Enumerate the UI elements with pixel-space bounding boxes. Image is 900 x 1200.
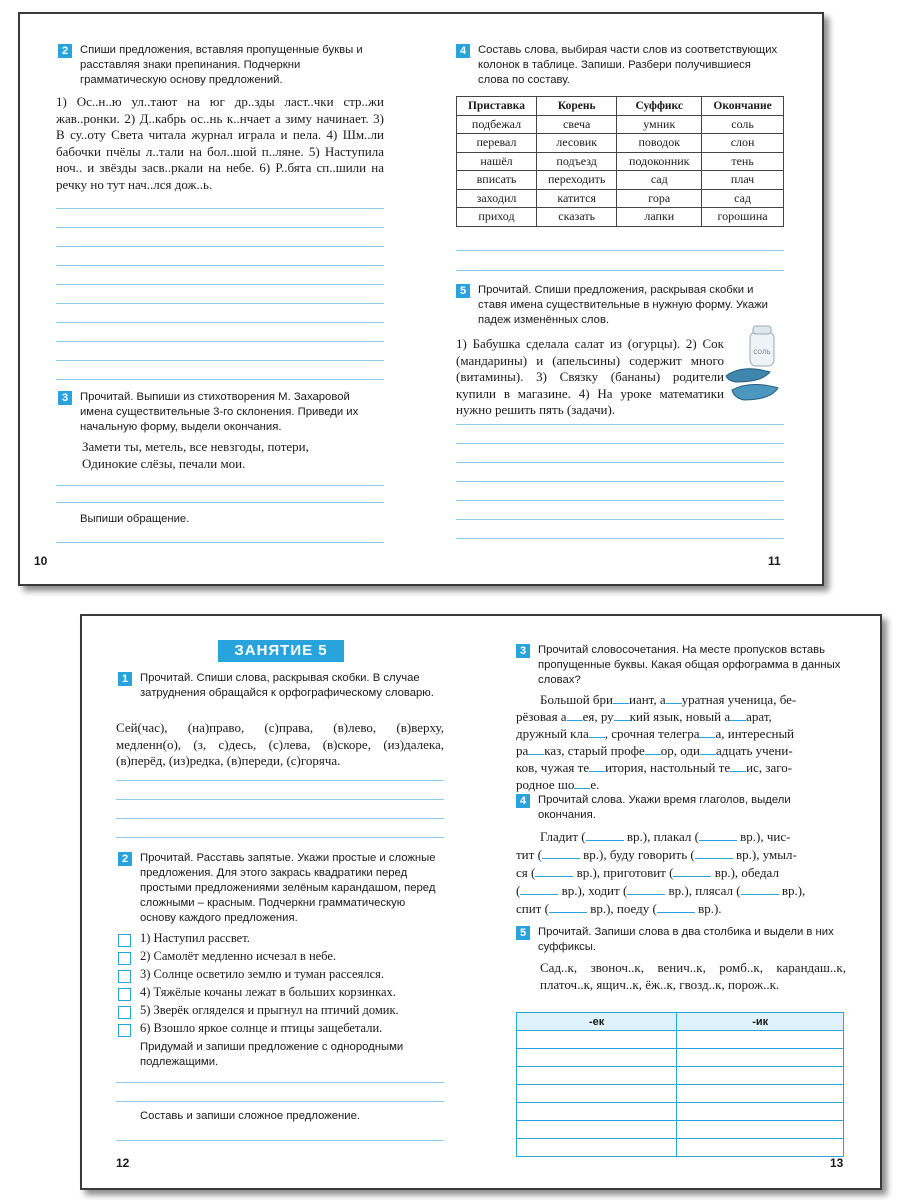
p11-task5-number: 5	[456, 284, 470, 298]
writing-line	[456, 500, 784, 501]
sentence-checkbox[interactable]	[118, 952, 131, 965]
letter-gap	[645, 744, 661, 755]
table-cell[interactable]	[677, 1103, 844, 1121]
table-row	[457, 189, 784, 208]
letter-gap	[700, 744, 716, 755]
table-row	[517, 1067, 844, 1085]
table-cell: подъезд	[536, 152, 616, 171]
answer-gap[interactable]	[673, 866, 711, 877]
table-cell[interactable]	[677, 1049, 844, 1067]
table-cell: лапки	[617, 208, 702, 227]
letter-gap	[574, 778, 590, 789]
letter-gap	[730, 761, 746, 772]
letter-gap	[613, 693, 629, 704]
writing-line	[116, 780, 444, 781]
table-cell: гора	[617, 189, 702, 208]
writing-line	[456, 481, 784, 482]
answer-gap[interactable]	[586, 830, 624, 841]
table-row	[517, 1139, 844, 1157]
answer-gap[interactable]	[520, 884, 558, 895]
table-cell: сад	[617, 171, 702, 190]
writing-line	[56, 322, 384, 323]
table-cell: лесовик	[536, 134, 616, 153]
table-row	[517, 1121, 844, 1139]
sentence-item: 2) Самолёт медленно исчезал в небе.	[140, 949, 337, 963]
letter-gap	[614, 710, 630, 721]
p12-task1	[118, 672, 444, 699]
page-number-11: 11	[768, 554, 781, 568]
table-cell[interactable]	[517, 1139, 677, 1157]
table-cell: свеча	[536, 115, 616, 134]
p11-task4-instruction: Составь слова, выбирая части слов из соответствующих колонок в таблице. Запиши. Разбери получившиеся слова по составу.	[478, 44, 778, 86]
sentence-item: 6) Взошло яркое солнце и птицы защебетали.	[140, 1021, 383, 1035]
letter-gap	[567, 710, 583, 721]
writing-line	[116, 1101, 444, 1102]
p10-poem-line-1: Замети ты, метель, все невзгоды, потери,	[82, 439, 309, 454]
page-number-13: 13	[830, 1156, 844, 1170]
answer-gap[interactable]	[657, 902, 695, 913]
writing-line	[456, 443, 784, 444]
table-cell[interactable]	[517, 1049, 677, 1067]
writing-line	[56, 208, 384, 209]
sentence-checkbox[interactable]	[118, 934, 131, 947]
writing-line	[56, 227, 384, 228]
table-row	[517, 1031, 844, 1049]
table-cell: плач	[702, 171, 784, 190]
salt-and-cucumbers-illustration	[722, 324, 786, 408]
p13-task3-number: 3	[516, 644, 530, 658]
writing-line	[56, 341, 384, 342]
p10-task3-instruction: Прочитай. Выпиши из стихотворения М. Захаровой имена существительные 3-го склонения. Приведи их начальную форму, выдели окончания.	[80, 391, 359, 433]
table-cell: соль	[702, 115, 784, 134]
p12-task1-body: Сей(час), (на)право, (с)права, (в)лево, (в)верху, медленн(о), (з, с)десь, (с)лева, (в)скоре, (из)далека, (в)перёд, (из)редка, (в)переди, (с)горяча.	[116, 720, 444, 768]
table-cell: слон	[702, 134, 784, 153]
p13-task3-line: Большой бри иант, а уратная ученица, бе-	[540, 692, 797, 707]
p13-task3	[516, 644, 844, 686]
letter-gap	[666, 693, 682, 704]
table-header: Корень	[536, 97, 616, 116]
table-cell: поводок	[617, 134, 702, 153]
writing-line	[56, 379, 384, 380]
writing-line	[116, 1082, 444, 1083]
sentence-checkbox[interactable]	[118, 970, 131, 983]
table-cell: переходить	[536, 171, 616, 190]
answer-gap[interactable]	[741, 884, 779, 895]
p13-task4-line: тит ( вр.), буду говорить ( вр.), умыл-	[516, 847, 797, 862]
salt-label: СОЛЬ	[753, 349, 771, 356]
page-number-12: 12	[116, 1156, 130, 1170]
p10-task2-number: 2	[58, 44, 72, 58]
writing-line	[456, 462, 784, 463]
p12-task2	[118, 852, 444, 924]
writing-line	[56, 502, 384, 503]
p12-task2-instruction: Прочитай. Расставь запятые. Укажи простые и сложные предложения. Для этого закрась квадратики перед простыми предложениями зелёным карандашом, перед сложными – красным. Подчеркни грамматическую основу каждого предложения.	[140, 852, 436, 924]
table-row	[517, 1049, 844, 1067]
sentence-item: 3) Солнце осветило землю и туман рассеялся.	[140, 967, 384, 981]
table-header: Суффикс	[617, 97, 702, 116]
letter-gap	[730, 710, 746, 721]
table-cell[interactable]	[677, 1031, 844, 1049]
table-cell[interactable]	[517, 1085, 677, 1103]
sentence-checkbox[interactable]	[118, 988, 131, 1001]
answer-gap[interactable]	[627, 884, 665, 895]
p10-task3-extra: Выпиши обращение.	[80, 513, 190, 525]
writing-line	[456, 270, 784, 271]
sentence-checkbox[interactable]	[118, 1024, 131, 1037]
p10-task2-body: 1) Ос..н..ю ул..тают на юг др..зды ласт..чки стр..жи жав..ронки. 2) Д..кабрь ос..нь к..нчает а зиму начинает. 3) В су..оту Света читала журнал играла и пела. 4) Шм..ли бабочки пчёлы л..тали на бол..шой п..ляне. 5) Наступила ноч.. и звёзды засв..ркали на небе. 6) Р..бята сп..шили на речку но тут нач..лся дож..ь.	[56, 94, 384, 192]
p10-task2-instruction: Спиши предложения, вставляя пропущенные буквы и расставляя знаки препинания. Подчеркни грамматическую основу предложений.	[80, 44, 363, 86]
writing-line	[456, 250, 784, 251]
table-row	[517, 1085, 844, 1103]
table-header: Окончание	[702, 97, 784, 116]
p13-task4-line: ся ( вр.), приготовит ( вр.), обедал	[516, 865, 779, 880]
p10-task3	[58, 391, 384, 433]
writing-line	[456, 519, 784, 520]
answer-gap[interactable]	[542, 848, 580, 859]
p11-task5	[456, 284, 786, 326]
table-cell[interactable]	[517, 1067, 677, 1085]
word-parts-table	[456, 96, 784, 227]
answer-gap[interactable]	[535, 866, 573, 877]
p13-task4	[516, 794, 844, 821]
p13-task4-number: 4	[516, 794, 530, 808]
writing-line	[456, 538, 784, 539]
table-cell: вписать	[457, 171, 537, 190]
page-number-10: 10	[34, 554, 48, 568]
table-cell: заходил	[457, 189, 537, 208]
writing-line	[56, 284, 384, 285]
writing-line	[116, 837, 444, 838]
table-row	[457, 115, 784, 134]
p13-task5	[516, 926, 844, 953]
table-cell[interactable]	[517, 1031, 677, 1049]
sentence-checkbox[interactable]	[118, 1006, 131, 1019]
p13-task3-line: дружный кла , срочная телегра а, интересный	[516, 726, 795, 741]
spread-pages-10-11	[18, 12, 824, 586]
writing-line	[56, 485, 384, 486]
sentence-item: 4) Тяжёлые кочаны лежат в больших корзинках.	[140, 985, 396, 999]
p13-task4-line: ( вр.), ходит ( вр.), плясал ( вр.),	[516, 883, 806, 898]
table-row	[457, 152, 784, 171]
p12-task1-number: 1	[118, 672, 132, 686]
answer-gap[interactable]	[695, 848, 733, 859]
writing-line	[56, 246, 384, 247]
p13-task3-line: родное шо е.	[516, 777, 600, 792]
letter-gap	[589, 761, 605, 772]
answer-gap[interactable]	[549, 902, 587, 913]
table-cell: катится	[536, 189, 616, 208]
table-cell: тень	[702, 152, 784, 171]
writing-line	[116, 818, 444, 819]
sentence-item: 1) Наступил рассвет.	[140, 931, 250, 945]
writing-line	[116, 799, 444, 800]
p13-task4-instruction: Прочитай слова. Укажи время глаголов, выдели окончания.	[538, 794, 791, 821]
p13-task4-line: спит ( вр.), поеду ( вр.).	[516, 901, 722, 916]
suffix-table	[516, 1012, 844, 1157]
spread-pages-12-13	[80, 614, 882, 1190]
table-cell[interactable]	[677, 1067, 844, 1085]
table-header: Приставка	[457, 97, 537, 116]
p10-task3-number: 3	[58, 391, 72, 405]
p13-task3-instruction: Прочитай словосочетания. На месте пропусков вставь пропущенные буквы. Какая общая орфограмма в данных словах?	[538, 644, 841, 686]
p11-task4-number: 4	[456, 44, 470, 58]
p13-task3-line: ков, чужая те итория, настольный те ис, заго-	[516, 760, 793, 775]
table-cell: умник	[617, 115, 702, 134]
table-row	[457, 134, 784, 153]
writing-line	[56, 265, 384, 266]
lesson-title: ЗАНЯТИЕ 5	[218, 640, 344, 662]
suffix-column-ik: -ик	[677, 1013, 844, 1031]
p13-task5-instruction: Прочитай. Запиши слова в два столбика и выдели в них суффиксы.	[538, 926, 834, 953]
sentence-item: 5) Зверёк огляделся и прыгнул на птичий домик.	[140, 1003, 399, 1017]
table-row	[457, 208, 784, 227]
writing-line	[56, 303, 384, 304]
table-cell[interactable]	[677, 1121, 844, 1139]
table-cell: горошина	[702, 208, 784, 227]
letter-gap	[528, 744, 544, 755]
p10-task2	[58, 44, 384, 86]
p12-task2-extra2: Составь и запиши сложное предложение.	[140, 1110, 361, 1122]
writing-line	[56, 360, 384, 361]
writing-line	[456, 424, 784, 425]
p13-task3-line: ра каз, старый профе ор, оди адцать учени-	[516, 743, 793, 758]
table-cell[interactable]	[517, 1103, 677, 1121]
table-cell[interactable]	[677, 1139, 844, 1157]
writing-line	[116, 1140, 444, 1141]
p11-task5-instruction: Прочитай. Спиши предложения, раскрывая скобки и ставя имена существительные в нужную форму. Укажи падеж изменённых слов.	[478, 284, 768, 326]
p11-task5-body: 1) Бабушка сделала салат из (огурцы). 2) Сок (мандарины) и (апельсины) содержит много (витамины). 3) Связку (бананы) родители купили в магазине. 4) На уроке математики нужно решить пять (задачи).	[456, 336, 724, 417]
answer-gap[interactable]	[699, 830, 737, 841]
writing-line	[56, 542, 384, 543]
p12-task2-extra1: Придумай и запиши предложение с однородными подлежащими.	[140, 1041, 404, 1068]
table-cell[interactable]	[517, 1121, 677, 1139]
letter-gap	[699, 727, 715, 738]
suffix-column-ek: -ек	[517, 1013, 677, 1031]
table-cell: сказать	[536, 208, 616, 227]
table-cell: перевал	[457, 134, 537, 153]
p12-task2-number: 2	[118, 852, 132, 866]
table-row	[517, 1103, 844, 1121]
table-cell[interactable]	[677, 1085, 844, 1103]
p13-task5-body: Сад..к, звоноч..к, венич..к, ромб..к, карандаш..к, платоч..к, ящич..к, ёж..к, гвозд..к, порож..к.	[540, 960, 846, 992]
p13-task4-line: Гладит ( вр.), плакал ( вр.), чис-	[540, 829, 791, 844]
table-row	[457, 171, 784, 190]
p12-task1-instruction: Прочитай. Спиши слова, раскрывая скобки. В случае затруднения обращайся к орфографическому словарю.	[140, 672, 434, 699]
table-cell: подоконник	[617, 152, 702, 171]
p10-poem-line-2: Одинокие слёзы, печали мои.	[82, 456, 246, 471]
table-cell: подбежал	[457, 115, 537, 134]
table-cell: нашёл	[457, 152, 537, 171]
letter-gap	[589, 727, 605, 738]
table-cell: приход	[457, 208, 537, 227]
p11-task4	[456, 44, 786, 86]
p13-task5-number: 5	[516, 926, 530, 940]
p13-task3-line: рёзовая а ея, ру кий язык, новый а арат,	[516, 709, 772, 724]
table-cell: сад	[702, 189, 784, 208]
